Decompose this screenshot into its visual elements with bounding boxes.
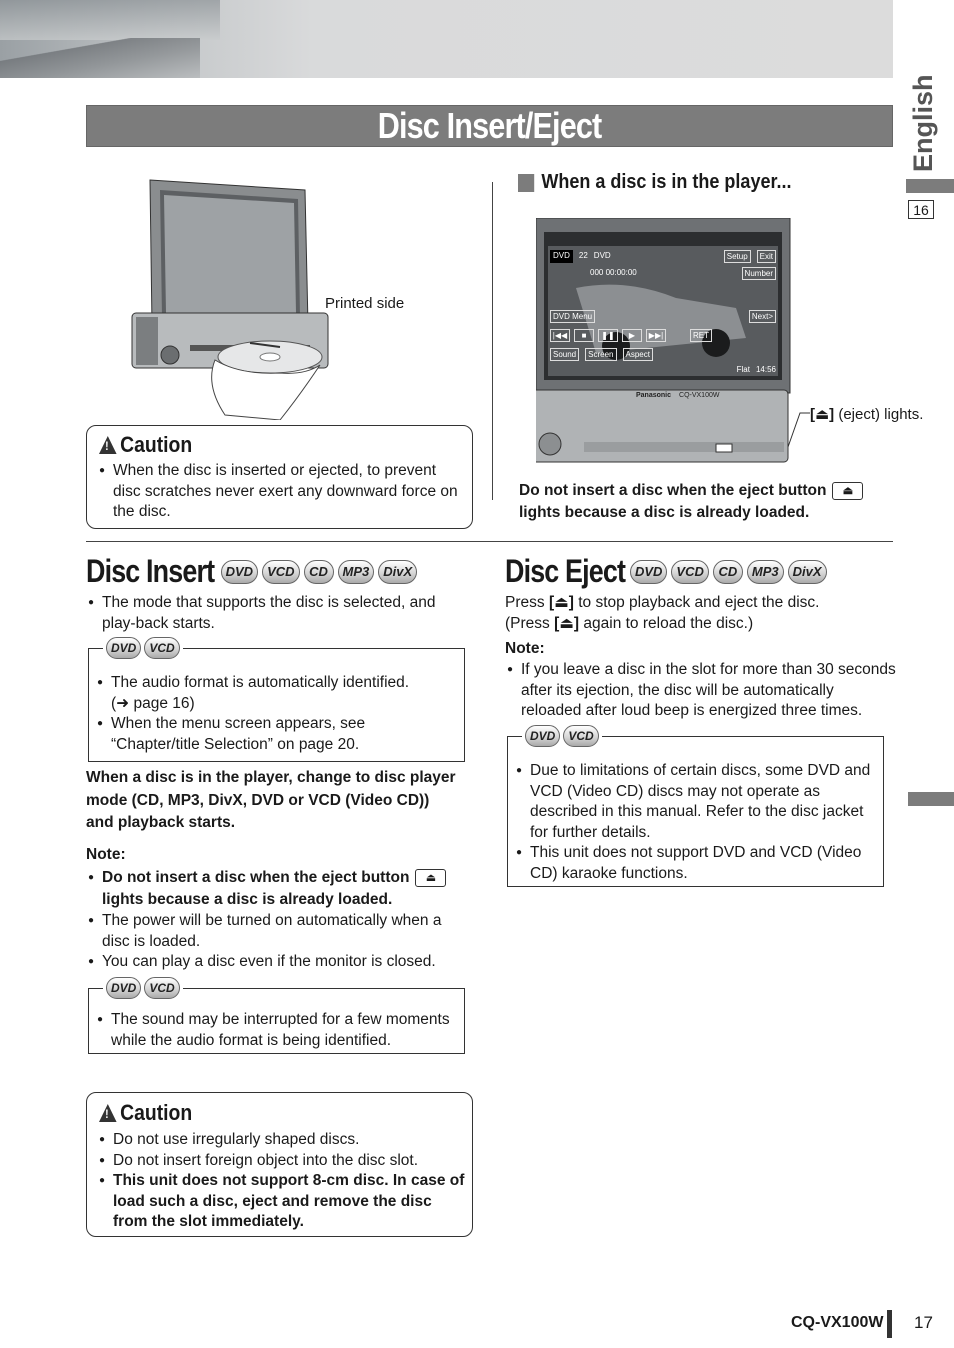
- list-item: ● If you leave a disc in the slot for more than 30 seconds after its ejection, the disc will be automatically reloaded after loud beep is energized three times.: [507, 660, 897, 722]
- screen-source: DVD: [593, 251, 611, 260]
- disc-insert-heading: [86, 553, 417, 590]
- screen-time: 000 00:00:00: [590, 268, 637, 277]
- screen-number-button[interactable]: Number: [742, 267, 776, 280]
- header-banner-image: [0, 0, 893, 78]
- footer-divider: [887, 1310, 892, 1338]
- list-item: ● The power will be turned on automatically when a disc is loaded.: [88, 911, 468, 952]
- list-item: ● The audio format is automatically identified. (➜ page 16): [97, 673, 457, 714]
- eject-callout-line: [780, 405, 812, 455]
- pause-icon[interactable]: ❚❚: [598, 329, 618, 342]
- badge-dvd: DVD: [221, 560, 258, 584]
- language-label: English: [908, 74, 938, 172]
- badge-dvd: DVD: [525, 725, 560, 747]
- caution-heading: ! Caution: [99, 432, 192, 458]
- play-icon[interactable]: ▶: [622, 329, 642, 342]
- disc-insert-illustration: [130, 175, 330, 420]
- list-item: ● This unit does not support 8-cm disc. In case of load such a disc, eject and remove the disc from the slot immediately.: [99, 1171, 467, 1233]
- list-item: ● This unit does not support DVD and VCD (Video CD) karaoke functions.: [516, 843, 878, 884]
- badge-divx: DivX: [378, 560, 417, 584]
- side-page-number: 16: [908, 200, 934, 219]
- screen-ret-button[interactable]: RET: [690, 329, 712, 342]
- section-divider: [86, 541, 893, 542]
- screen-screen-button[interactable]: Screen: [585, 348, 616, 361]
- disc-eject-title: Disc Eject: [505, 553, 626, 589]
- badge-vcd: VCD: [262, 560, 299, 584]
- skip-back-icon[interactable]: |◀◀: [550, 329, 570, 342]
- badge-mp3: MP3: [747, 560, 784, 584]
- language-tab-bar: [906, 179, 954, 193]
- badge-vcd: VCD: [671, 560, 708, 584]
- screen-aspect-button[interactable]: Aspect: [623, 348, 653, 361]
- stop-icon[interactable]: ■: [574, 329, 594, 342]
- eject-notes-list: [507, 660, 897, 722]
- badge-cd: CD: [304, 560, 334, 584]
- insert-format-box-1: [88, 641, 465, 762]
- list-item: ● Do not insert a disc when the eject button ⏏ lights because a disc is already loaded.: [88, 867, 468, 911]
- screen-sound-button[interactable]: Sound: [550, 348, 579, 361]
- eject-button-icon: ⏏: [415, 869, 446, 887]
- eject-button-icon: ⏏: [832, 482, 863, 500]
- screen-eq: Flat: [736, 365, 750, 374]
- note-label: Note:: [86, 846, 126, 863]
- badge-vcd: VCD: [144, 637, 179, 659]
- side-marker: [908, 792, 954, 806]
- disc-eject-instructions: Press [⏏] to stop playback and eject the disc. (Press [⏏] again to reload the disc.): [505, 594, 820, 632]
- caution-heading: ! Caution: [99, 1100, 192, 1126]
- disc-player-mode-text: When a disc is in the player, change to disc player mode (CD, MP3, DivX, DVD or VCD (Video CD)) and playback starts.: [86, 769, 456, 831]
- eject-lights-label: [⏏] (eject) lights.: [810, 406, 924, 423]
- brand-logo: Panasonic: [636, 392, 672, 399]
- badge-dvd: DVD: [106, 637, 141, 659]
- page-title: Disc Insert/Eject: [377, 105, 602, 146]
- screen-setup-button[interactable]: Setup: [724, 250, 751, 263]
- disc-eject-heading: [505, 553, 827, 590]
- warning-triangle-icon: [99, 436, 117, 454]
- list-item: ● You can play a disc even if the monitor is closed.: [88, 952, 468, 973]
- printed-side-label: Printed side: [325, 295, 405, 312]
- insert-format-box-2: [88, 981, 465, 1054]
- badge-vcd: VCD: [144, 977, 179, 999]
- list-item: ● Due to limitations of certain discs, some DVD and VCD (Video CD) discs may not operate as described in this manual. Refer to the disc jacket for further details.: [516, 761, 878, 843]
- square-bullet-icon: [518, 174, 534, 192]
- column-divider: [492, 182, 493, 500]
- screen-next-button[interactable]: Next>: [749, 310, 776, 323]
- note-label: Note:: [505, 640, 545, 657]
- footer-model: CQ-VX100W: [791, 1314, 884, 1331]
- badge-vcd: VCD: [563, 725, 598, 747]
- skip-forward-icon[interactable]: ▶▶|: [646, 329, 666, 342]
- caution-list: [99, 461, 467, 523]
- unit-model-label: CQ-VX100W: [679, 392, 720, 399]
- badge-dvd: DVD: [630, 560, 667, 584]
- screen-chapter: 22: [578, 251, 588, 260]
- badge-dvd: DVD: [106, 977, 141, 999]
- list-item: ● When the disc is inserted or ejected, to prevent disc scratches never exert any downward force on the disc.: [99, 461, 467, 523]
- insert-notes-list: [88, 867, 468, 973]
- eject-warning-text: Do not insert a disc when the eject button ⏏lights because a disc is already loaded.: [519, 480, 899, 524]
- language-tab: [906, 74, 938, 172]
- badge-cd: CD: [713, 560, 743, 584]
- screen-dvd-menu-button[interactable]: DVD Menu: [550, 310, 595, 323]
- when-disc-heading: When a disc is in the player...: [518, 171, 791, 194]
- screen-clock: 14:56: [755, 365, 776, 374]
- screen-mode: DVD: [550, 250, 573, 263]
- list-item: ● Do not insert foreign object into the disc slot.: [99, 1151, 467, 1172]
- warning-triangle-icon: [99, 1104, 117, 1122]
- badge-divx: DivX: [788, 560, 827, 584]
- caution-list: [99, 1130, 467, 1233]
- caution-box-bottom: [86, 1092, 473, 1237]
- list-item: ● When the menu screen appears, see “Chapter/title Selection” on page 20.: [97, 714, 457, 755]
- page-title-bar: [86, 105, 893, 147]
- badge-mp3: MP3: [338, 560, 375, 584]
- list-item: ● The sound may be interrupted for a few moments while the audio format is being identified.: [97, 1010, 457, 1051]
- page-number: 17: [914, 1313, 933, 1332]
- head-unit-screen-illustration: [536, 218, 792, 463]
- eject-format-box: [507, 729, 884, 887]
- disc-insert-intro: [88, 593, 466, 634]
- caution-box-top: [86, 425, 473, 529]
- screen-exit-button[interactable]: Exit: [757, 250, 776, 263]
- list-item: ● The mode that supports the disc is selected, and play-back starts.: [88, 593, 466, 634]
- list-item: ● Do not use irregularly shaped discs.: [99, 1130, 467, 1151]
- disc-insert-title: Disc Insert: [86, 553, 215, 589]
